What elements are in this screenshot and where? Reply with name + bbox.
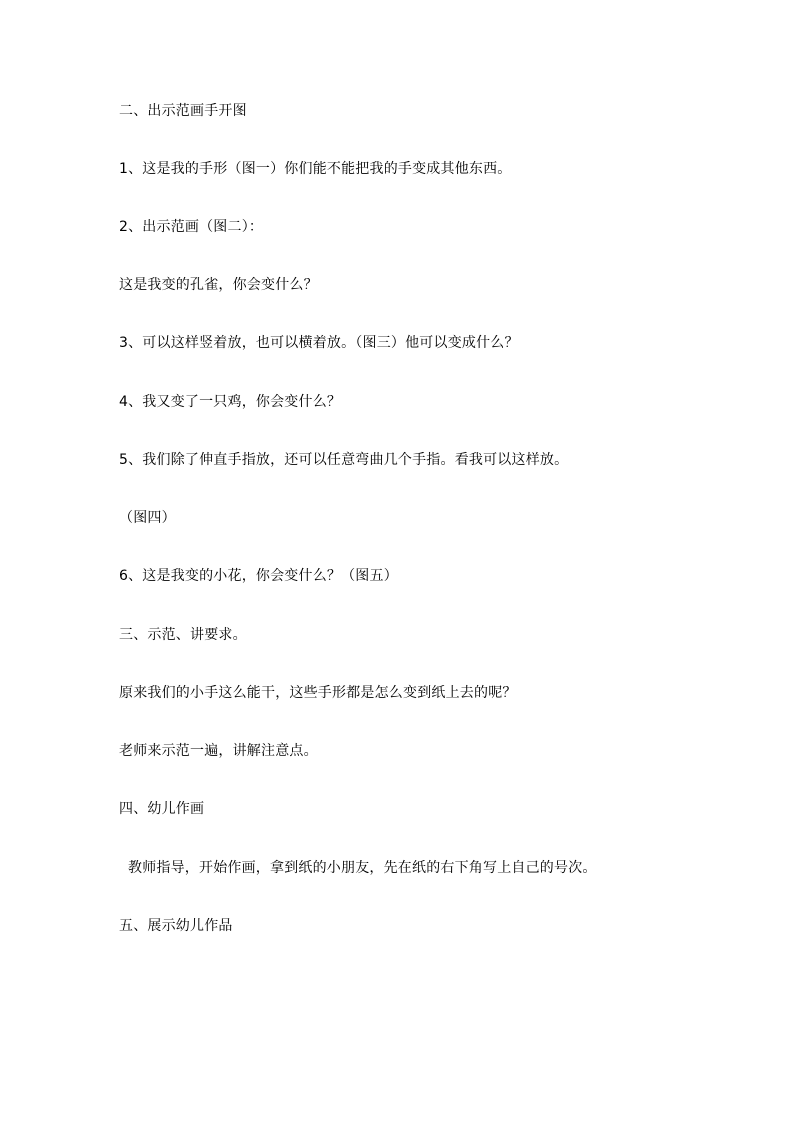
paragraph-step-4: 4、我又变了一只鸡，你会变什么？ — [119, 394, 342, 410]
paragraph-figure-4: （图四） — [119, 510, 176, 526]
paragraph-question: 原来我们的小手这么能干，这些手形都是怎么变到纸上去的呢？ — [119, 685, 517, 701]
paragraph-step-2: 2、出示范画（图二）： — [119, 219, 264, 235]
paragraph-step-6: 6、这是我变的小花，你会变什么？（图五） — [119, 568, 398, 584]
paragraph-step-3: 3、可以这样竖着放，也可以横着放。（图三）他可以变成什么？ — [119, 335, 519, 351]
paragraph-step-5: 5、我们除了伸直手指放，还可以任意弯曲几个手指。看我可以这样放。 — [119, 452, 569, 468]
paragraph-teacher-guidance: 教师指导，开始作画，拿到纸的小朋友，先在纸的右下角写上自己的号次。 — [128, 860, 597, 876]
paragraph-step-1: 1、这是我的手形（图一）你们能不能把我的手变成其他东西。 — [119, 161, 512, 177]
section-heading-4: 四、幼儿作画 — [119, 801, 205, 817]
section-heading-2: 二、出示范画手开图 — [119, 103, 247, 119]
paragraph-peacock: 这是我变的孔雀，你会变什么？ — [119, 277, 318, 293]
section-heading-3: 三、示范、讲要求。 — [119, 627, 247, 643]
paragraph-teacher-demo: 老师来示范一遍，讲解注意点。 — [119, 743, 318, 759]
section-heading-5: 五、展示幼儿作品 — [119, 918, 233, 934]
